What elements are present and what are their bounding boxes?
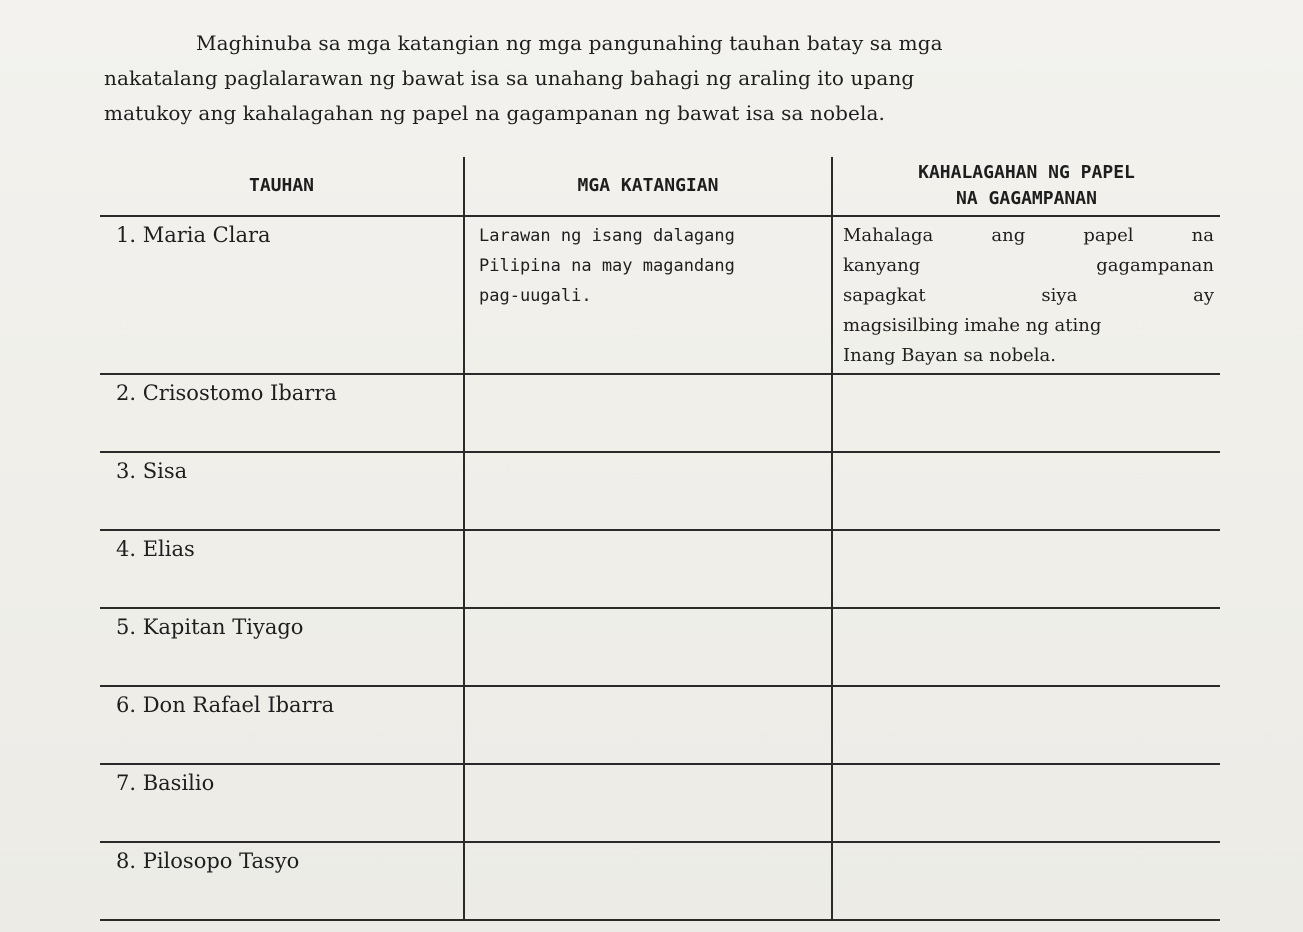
table-row <box>100 764 1220 842</box>
character-name: 5. Kapitan Tiyago <box>100 608 464 686</box>
header-kahalagahan-line2: NA GAGAMPANAN <box>956 188 1097 209</box>
katangian-line: Larawan ng isang dalagang <box>479 226 735 246</box>
header-tauhan: TAUHAN <box>100 157 464 216</box>
kahalagahan-line: sapagkat siya ay <box>843 285 1214 306</box>
kahalagahan-line: kanyang gagampanan <box>843 255 1214 276</box>
table-row <box>100 686 1220 764</box>
kahalagahan-cell[interactable] <box>832 216 1220 374</box>
katangian-cell[interactable] <box>464 530 832 608</box>
table-row <box>100 608 1220 686</box>
header-kahalagahan-line1: KAHALAGAHAN NG PAPEL <box>918 162 1135 183</box>
katangian-cell[interactable] <box>464 842 832 920</box>
character-name: 4. Elias <box>100 530 464 608</box>
character-name: 6. Don Rafael Ibarra <box>100 686 464 764</box>
katangian-cell[interactable] <box>464 374 832 452</box>
katangian-cell[interactable] <box>464 608 832 686</box>
katangian-line: Pilipina na may magandang <box>479 256 735 276</box>
table-row <box>100 216 1220 374</box>
kahalagahan-cell[interactable] <box>832 608 1220 686</box>
kahalagahan-line: Inang Bayan sa nobela. <box>843 345 1056 366</box>
instructions-line: nakatalang paglalarawan ng bawat isa sa unahang bahagi ng araling ito upang <box>104 66 915 90</box>
kahalagahan-line: magsisilbing imahe ng ating <box>843 315 1102 336</box>
katangian-cell[interactable] <box>464 686 832 764</box>
character-table <box>100 157 1220 921</box>
character-name: 2. Crisostomo Ibarra <box>100 374 464 452</box>
character-name: 1. Maria Clara <box>100 216 464 374</box>
instructions-line: matukoy ang kahalagahan ng papel na gagampanan ng bawat isa sa nobela. <box>104 101 885 125</box>
kahalagahan-cell[interactable] <box>832 764 1220 842</box>
kahalagahan-cell[interactable] <box>832 452 1220 530</box>
katangian-cell[interactable] <box>464 452 832 530</box>
table-header-row <box>100 157 1220 216</box>
kahalagahan-line: Mahalaga ang papel na <box>843 225 1214 246</box>
katangian-cell[interactable] <box>464 216 832 374</box>
kahalagahan-cell[interactable] <box>832 374 1220 452</box>
kahalagahan-cell[interactable] <box>832 842 1220 920</box>
character-name: 7. Basilio <box>100 764 464 842</box>
table-row <box>100 842 1220 920</box>
table-row <box>100 530 1220 608</box>
header-mga-katangian: MGA KATANGIAN <box>464 157 832 216</box>
kahalagahan-cell[interactable] <box>832 530 1220 608</box>
katangian-cell[interactable] <box>464 764 832 842</box>
kahalagahan-cell[interactable] <box>832 686 1220 764</box>
character-name: 8. Pilosopo Tasyo <box>100 842 464 920</box>
instructions-line: Maghinuba sa mga katangian ng mga pangunahing tauhan batay sa mga <box>196 31 943 55</box>
table-row <box>100 452 1220 530</box>
character-name: 3. Sisa <box>100 452 464 530</box>
instructions-paragraph <box>104 26 1154 131</box>
header-kahalagahan <box>832 157 1220 216</box>
table-row <box>100 374 1220 452</box>
katangian-line: pag-uugali. <box>479 286 592 306</box>
